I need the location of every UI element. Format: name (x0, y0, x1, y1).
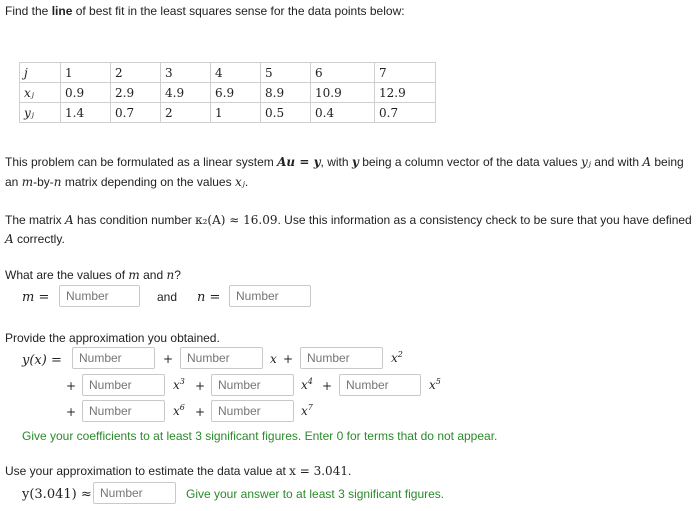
table-cell: 2 (161, 103, 211, 123)
term-x2: $x^2$ (391, 350, 403, 365)
coef-7-input[interactable] (211, 400, 294, 422)
approx-prompt: Provide the approximation you obtained. (5, 331, 220, 345)
estimate-lhs: y(3.041) ≈ (22, 487, 92, 502)
coef-3-input[interactable] (82, 374, 165, 396)
plus-sign: + (283, 352, 294, 366)
formulation-line-2: an m-by-n matrix depending on the values xⱼ. (5, 175, 249, 189)
coef-2-input[interactable] (300, 347, 383, 369)
coef-0-input[interactable] (72, 347, 155, 369)
table-cell: 2 (111, 63, 161, 83)
m-label: m = (22, 290, 50, 305)
table-cell: 2.9 (111, 83, 161, 103)
condition-line-1: The matrix A has condition number κ₂(A) ≈ 16.09. Use this information as a consistency check to be sure that you have defined (5, 213, 692, 227)
table-cell: 12.9 (375, 83, 436, 103)
table-row (20, 83, 436, 103)
row-label-y: yⱼ (20, 103, 61, 123)
coef-1-input[interactable] (180, 347, 263, 369)
table-cell: 10.9 (311, 83, 375, 103)
table-cell: 1.4 (61, 103, 111, 123)
table-cell: 0.9 (61, 83, 111, 103)
n-input[interactable] (229, 285, 311, 307)
condition-line-2: A correctly. (5, 232, 65, 246)
estimate-prompt: Use your approximation to estimate the data value at x = 3.041. (5, 464, 352, 478)
formulation-line-1: This problem can be formulated as a linear system Au = y, with y being a column vector of the data values yⱼ and with A being (5, 155, 684, 169)
estimate-hint: Give your answer to at least 3 significant figures. (186, 487, 445, 501)
term-x: x (270, 352, 277, 366)
table-cell: 7 (375, 63, 436, 83)
plus-sign: + (322, 379, 333, 393)
coef-6-input[interactable] (82, 400, 165, 422)
row-label-j: j (20, 63, 61, 83)
table-cell: 0.7 (111, 103, 161, 123)
table-cell: 6.9 (211, 83, 261, 103)
table-cell: 1 (211, 103, 261, 123)
table-row (20, 103, 436, 123)
data-table (19, 62, 436, 123)
term-x7: $x^7$ (301, 403, 313, 418)
table-cell: 4 (211, 63, 261, 83)
table-cell: 5 (261, 63, 311, 83)
table-cell: 3 (161, 63, 211, 83)
plus-sign: + (195, 379, 206, 393)
plus-sign: + (195, 405, 206, 419)
table-cell: 6 (311, 63, 375, 83)
mn-question: What are the values of m and n? (5, 268, 181, 282)
plus-sign: + (66, 405, 77, 419)
row-label-x: xⱼ (20, 83, 61, 103)
table-cell: 1 (61, 63, 111, 83)
intro-text: Find the line of best fit in the least squares sense for the data points below: (5, 4, 405, 18)
table-cell: 0.5 (261, 103, 311, 123)
approx-lhs: y(x) = (22, 353, 62, 368)
term-x4: $x^4$ (301, 377, 313, 392)
coefficients-hint: Give your coefficients to at least 3 significant figures. Enter 0 for terms that do not appear. (22, 429, 498, 443)
term-x3: $x^3$ (173, 377, 185, 392)
table-cell: 0.4 (311, 103, 375, 123)
coef-4-input[interactable] (211, 374, 294, 396)
n-label: n = (197, 290, 221, 305)
plus-sign: + (163, 352, 174, 366)
m-input[interactable] (59, 285, 140, 307)
term-x5: $x^5$ (429, 377, 441, 392)
term-x6: $x^6$ (173, 403, 185, 418)
table-cell: 0.7 (375, 103, 436, 123)
estimate-input[interactable] (93, 482, 176, 504)
and-label: and (157, 290, 178, 304)
coef-5-input[interactable] (339, 374, 421, 396)
table-cell: 8.9 (261, 83, 311, 103)
plus-sign: + (66, 379, 77, 393)
table-cell: 4.9 (161, 83, 211, 103)
table-row (20, 63, 436, 83)
